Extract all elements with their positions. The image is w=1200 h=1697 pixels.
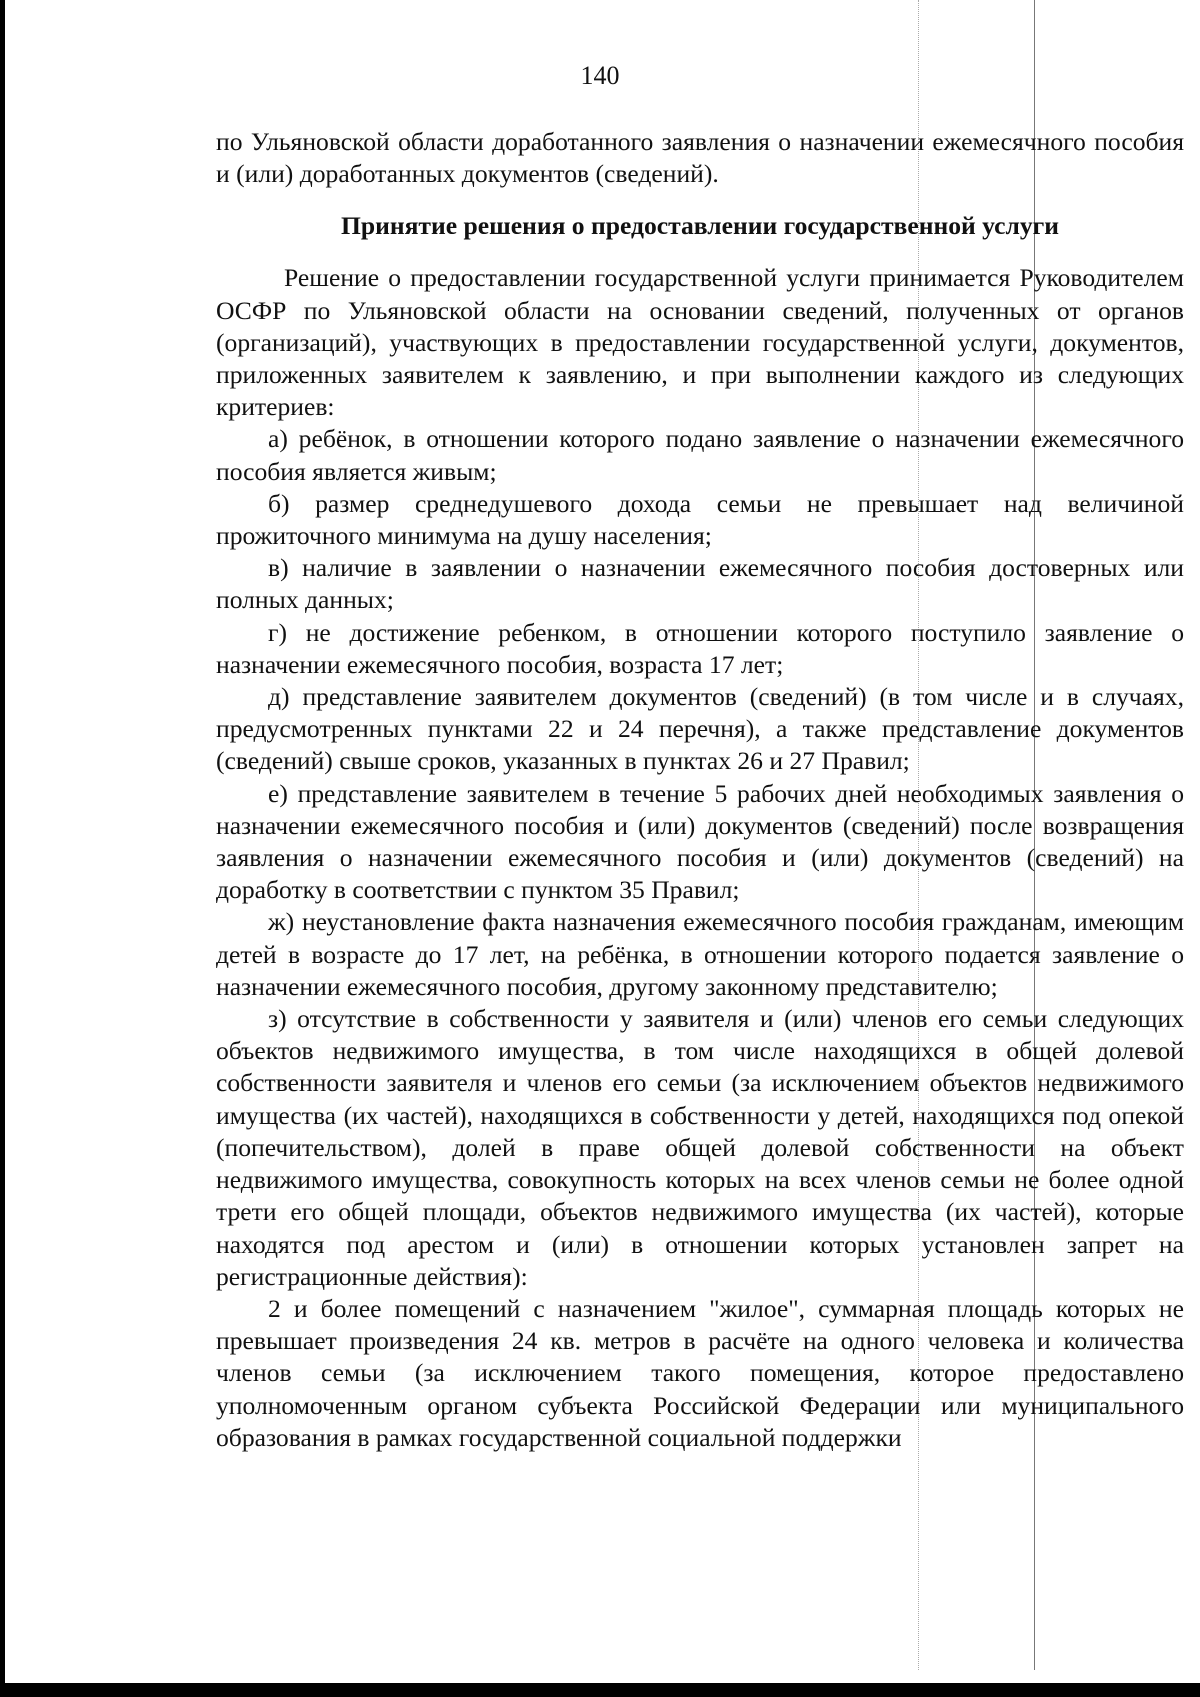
criterion-z: з) отсутствие в собственности у заявителя и (или) членов его семьи следующих объектов недвижимого имущества, в том числе находящихся в общей долевой собственности заявителя и членов его семьи (за исключением объектов недвижимого имущества (их частей), находящихся в собственности у детей, находящихся под опекой (попечительством), долей в праве общей долевой собственности на объект недвижимого имущества, совокупность которых на всех членов семьи не более одной трети его общей площади, объектов недвижимого имущества (их частей), которые находятся под арестом и (или) в отношении которых установлен запрет на регистрационные действия):: [216, 1004, 1184, 1291]
scan-edge-bottom: [0, 1683, 1200, 1697]
criterion-a: а) ребёнок, в отношении которого подано заявление о назначении ежемесячного пособия является живым;: [216, 424, 1184, 486]
criterion-g: г) не достижение ребенком, в отношении которого поступило заявление о назначении ежемесячного пособия, возраста 17 лет;: [216, 617, 1184, 679]
criterion-zh: ж) неустановление факта назначения ежемесячного пособия гражданам, имеющим детей в возрасте до 17 лет, на ребёнка, в отношении которого подается заявление о назначении ежемесячного пособия, другому законному представителю;: [216, 907, 1184, 1001]
scan-edge-left: [0, 0, 5, 1697]
paragraph-decision: Решение о предоставлении государственной услуги принимается Руководителем ОСФР по Ульяновской области на основании сведений, полученных от органов (организаций), участвующих в предоставлении государственной услуги, документов, приложенных заявителем к заявлению, и при выполнении каждого из следующих критериев:: [216, 263, 1184, 422]
page-number: 140: [580, 61, 620, 90]
criterion-d: д) представление заявителем документов (сведений) (в том числе и в случаях, предусмотренных пунктами 22 и 24 перечня), а также представление документов (сведений) свыше сроков, указанных в пунктах 26 и 27 Правил;: [216, 682, 1184, 776]
criterion-e: е) представление заявителем в течение 5 рабочих дней необходимых заявления о назначении ежемесячного пособия и (или) документов (сведений) после возвращения заявления о назначении ежемесячного пособия и (или) документов (сведений) на доработку в соответствии с пунктом 35 Правил;: [216, 778, 1184, 905]
property-item-1: 2 и более помещений с назначением "жилое", суммарная площадь которых не превышает произведения 24 кв. метров в расчёте на одного человека и количества членов семьи (за исключением такого помещения, которое предоставлено уполномоченным органом субъекта Российской Федерации или муниципального образования в рамках государственной социальной поддержки: [216, 1293, 1184, 1452]
paragraph-continuation: по Ульяновской области доработанного заявления о назначении ежемесячного пособия и (или) доработанных документов (сведений).: [216, 127, 1184, 189]
criterion-b: б) размер среднедушевого дохода семьи не превышает над величиной прожиточного минимума на душу населения;: [216, 488, 1184, 551]
criterion-v: в) наличие в заявлении о назначении ежемесячного пособия достоверных или полных данных;: [216, 553, 1184, 615]
document-body: [216, 126, 1184, 1454]
section-heading: Принятие решения о предоставлении государственной услуги: [340, 211, 1060, 241]
